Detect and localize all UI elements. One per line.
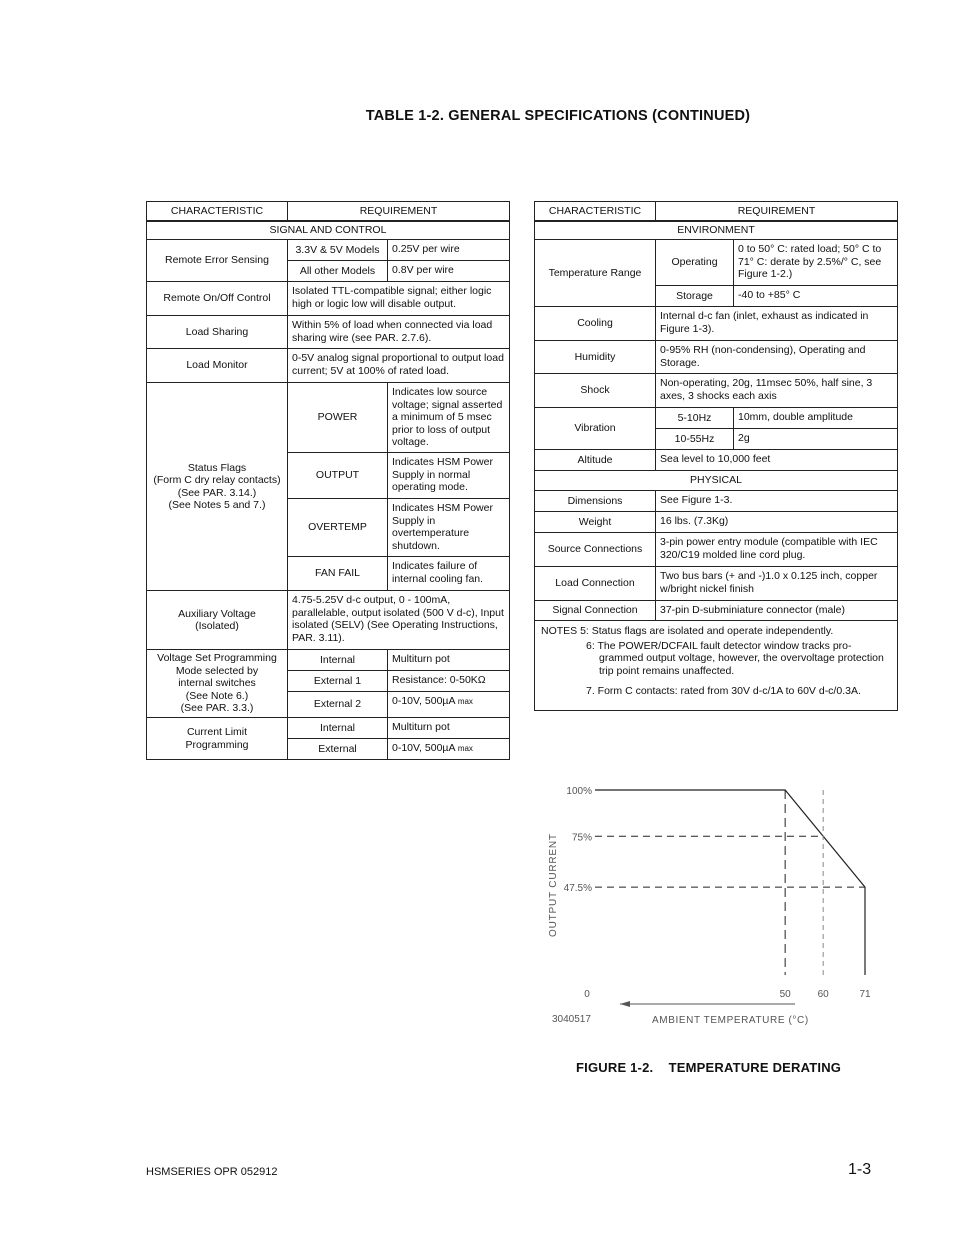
signal-connection-value: 37-pin D-subminiature connector (male)	[656, 601, 898, 621]
current-limit-sub-1: Internal	[288, 718, 388, 739]
vibration-sub-1: 5-10Hz	[656, 408, 734, 429]
remote-onoff-value: Isolated TTL-compatible signal; either logic high or logic low will disable output.	[288, 282, 510, 316]
note-6-l1: 6: The POWER/DCFAIL fault detector window tracks pro-	[586, 639, 852, 652]
note-6-l2: grammed output voltage, however, the overvoltage protection	[599, 652, 884, 664]
x-tick-label: 71	[859, 989, 871, 1000]
status-flags-label	[147, 383, 288, 591]
source-connections-value: 3-pin power entry module (compatible with IEC 320/C19 molded line cord plug.	[656, 533, 898, 567]
load-connection-label: Load Connection	[535, 567, 656, 601]
load-monitor-value: 0-5V analog signal proportional to output load current; 5V at 100% of rated load.	[288, 349, 510, 383]
remote-error-sensing-label: Remote Error Sensing	[147, 240, 288, 282]
voltage-set-l1: Voltage Set Programming	[157, 652, 277, 665]
humidity-value: 0-95% RH (non-condensing), Operating and Storage.	[656, 341, 898, 374]
vibration-sub-2: 10-55Hz	[656, 429, 734, 450]
source-connections-label: Source Connections	[535, 533, 656, 567]
vibration-val-1: 10mm, double amplitude	[734, 408, 898, 429]
x-tick-label: 0	[584, 989, 590, 1000]
current-limit-sub-2: External	[288, 739, 388, 760]
status-flags-l4: (See Notes 5 and 7.)	[168, 499, 266, 511]
y-axis-label: OUTPUT CURRENT	[548, 833, 559, 937]
voltage-set-sub-1: Internal	[288, 650, 388, 671]
y-tick-label: 47.5%	[563, 883, 592, 895]
voltage-set-l4: (See Note 6.)	[185, 689, 249, 702]
current-limit-val-2-suffix: max	[457, 744, 473, 753]
voltage-set-val-2: Resistance: 0-50KΩ	[388, 671, 510, 692]
page-title: TABLE 1-2. GENERAL SPECIFICATIONS (CONTINUED)	[365, 108, 751, 124]
current-limit-l1: Current Limit	[186, 726, 248, 738]
voltage-set-label	[147, 650, 288, 718]
status-flags-l1: Status Flags	[187, 461, 247, 474]
current-limit-val-2-text: 0-10V, 500µA	[392, 742, 455, 754]
remote-error-sub-2: All other Models	[288, 261, 388, 282]
remote-onoff-label: Remote On/Off Control	[147, 282, 288, 316]
weight-label: Weight	[535, 512, 656, 533]
environment-physical-table	[534, 201, 898, 711]
status-flags-l2: (Form C dry relay contacts)	[153, 474, 281, 486]
y-tick-label: 100%	[566, 786, 592, 797]
current-limit-val-2	[388, 739, 510, 760]
current-limit-val-1: Multiturn pot	[388, 718, 510, 739]
voltage-set-val-1: Multiturn pot	[388, 650, 510, 671]
figure-caption: FIGURE 1-2. TEMPERATURE DERATING	[576, 1060, 842, 1075]
aux-voltage-l1: Auxiliary Voltage	[178, 607, 256, 620]
shock-label: Shock	[535, 374, 656, 408]
load-monitor-label: Load Monitor	[147, 349, 288, 383]
x-axis-label: AMBIENT TEMPERATURE (°C)	[652, 1015, 809, 1026]
note-5: NOTES 5: Status flags are isolated and operate independently.	[541, 625, 834, 637]
shock-value: Non-operating, 20g, 11msec 50%, half sine, 3 axes, 3 shocks each axis	[656, 374, 898, 408]
flag-output: OUTPUT	[288, 453, 388, 499]
voltage-set-sub-3: External 2	[288, 692, 388, 718]
flag-overtemp: OVERTEMP	[288, 499, 388, 557]
load-sharing-label: Load Sharing	[147, 316, 288, 349]
note-7: 7. Form C contacts: rated from 30V d-c/1A to 60V d-c/0.3A.	[586, 685, 861, 697]
dimensions-label: Dimensions	[535, 491, 656, 512]
cooling-label: Cooling	[535, 307, 656, 341]
signal-control-table	[146, 201, 510, 760]
aux-voltage-value: 4.75-5.25V d-c output, 0 - 100mA, parallelable, output isolated (500 V d-c), Input isolated (SELV) (See Operating Instructions, PAR. 3.11).	[288, 591, 510, 650]
load-connection-value: Two bus bars (+ and -)1.0 x 0.125 inch, copper w/bright nickel finish	[656, 567, 898, 601]
flag-fanfail-desc: Indicates failure of internal cooling fan.	[388, 557, 510, 591]
humidity-label: Humidity	[535, 341, 656, 374]
temperature-sub-1: Operating	[656, 240, 734, 286]
aux-voltage-l2: (Isolated)	[195, 620, 239, 632]
header-requirement: REQUIREMENT	[288, 202, 510, 221]
derating-curve	[595, 790, 865, 975]
voltage-set-sub-2: External 1	[288, 671, 388, 692]
remote-error-val-1: 0.25V per wire	[388, 240, 510, 261]
section-environment: ENVIRONMENT	[535, 221, 898, 240]
flag-fanfail: FAN FAIL	[288, 557, 388, 591]
note-6-l3: trip point remains unaffected.	[599, 664, 735, 677]
vibration-label: Vibration	[535, 408, 656, 450]
dimensions-value: See Figure 1-3.	[656, 491, 898, 512]
header-requirement-right: REQUIREMENT	[656, 202, 898, 221]
header-characteristic: CHARACTERISTIC	[147, 202, 288, 221]
aux-voltage-label	[147, 591, 288, 650]
section-signal-control: SIGNAL AND CONTROL	[147, 221, 510, 240]
header-characteristic-right: CHARACTERISTIC	[535, 202, 656, 221]
voltage-set-l5: (See PAR. 3.3.)	[180, 702, 254, 715]
current-limit-label	[147, 718, 288, 760]
remote-error-sub-1: 3.3V & 5V Models	[288, 240, 388, 261]
voltage-set-val-3-text: 0-10V, 500µA	[392, 695, 455, 707]
footer-page-number: 1-3	[848, 1161, 872, 1178]
footer-doc-id: HSMSERIES OPR 052912	[146, 1166, 278, 1178]
flag-power: POWER	[288, 383, 388, 453]
current-limit-l2: Programming	[185, 738, 249, 751]
altitude-label: Altitude	[535, 450, 656, 471]
voltage-set-l3: internal switches	[178, 677, 256, 690]
remote-error-val-2: 0.8V per wire	[388, 261, 510, 282]
temperature-range-label: Temperature Range	[535, 240, 656, 307]
signal-connection-label: Signal Connection	[535, 601, 656, 621]
voltage-set-val-3-suffix: max	[457, 697, 473, 706]
altitude-value: Sea level to 10,000 feet	[656, 450, 898, 471]
status-flags-l3: (See PAR. 3.14.)	[177, 486, 257, 499]
notes	[535, 621, 898, 711]
vibration-val-2: 2g	[734, 429, 898, 450]
flag-output-desc: Indicates HSM Power Supply in normal operating mode.	[388, 453, 510, 499]
section-physical: PHYSICAL	[535, 471, 898, 491]
y-tick-label: 75%	[571, 832, 592, 844]
temperature-sub-2: Storage	[656, 286, 734, 307]
voltage-set-l2: Mode selected by	[175, 664, 259, 677]
x-axis-arrow-head	[620, 1001, 630, 1007]
x-tick-label: 50	[779, 989, 791, 1000]
flag-overtemp-desc: Indicates HSM Power Supply in overtemperature shutdown.	[388, 499, 510, 557]
weight-value: 16 lbs. (7.3Kg)	[656, 512, 898, 533]
flag-power-desc: Indicates low source voltage; signal asserted a minimum of 5 msec prior to loss of output voltage.	[388, 383, 510, 453]
load-sharing-value: Within 5% of load when connected via load sharing wire (see PAR. 2.7.6).	[288, 316, 510, 349]
voltage-set-val-3	[388, 692, 510, 718]
drawing-number: 3040517	[552, 1014, 591, 1025]
temperature-val-2: -40 to +85° C	[734, 286, 898, 307]
temperature-val-1: 0 to 50° C: rated load; 50° C to 71° C: derate by 2.5%/° C, see Figure 1-2.)	[734, 240, 898, 286]
cooling-value: Internal d-c fan (inlet, exhaust as indicated in Figure 1-3).	[656, 307, 898, 341]
x-tick-label: 60	[817, 989, 829, 1000]
temperature-derating-chart	[540, 775, 880, 1035]
